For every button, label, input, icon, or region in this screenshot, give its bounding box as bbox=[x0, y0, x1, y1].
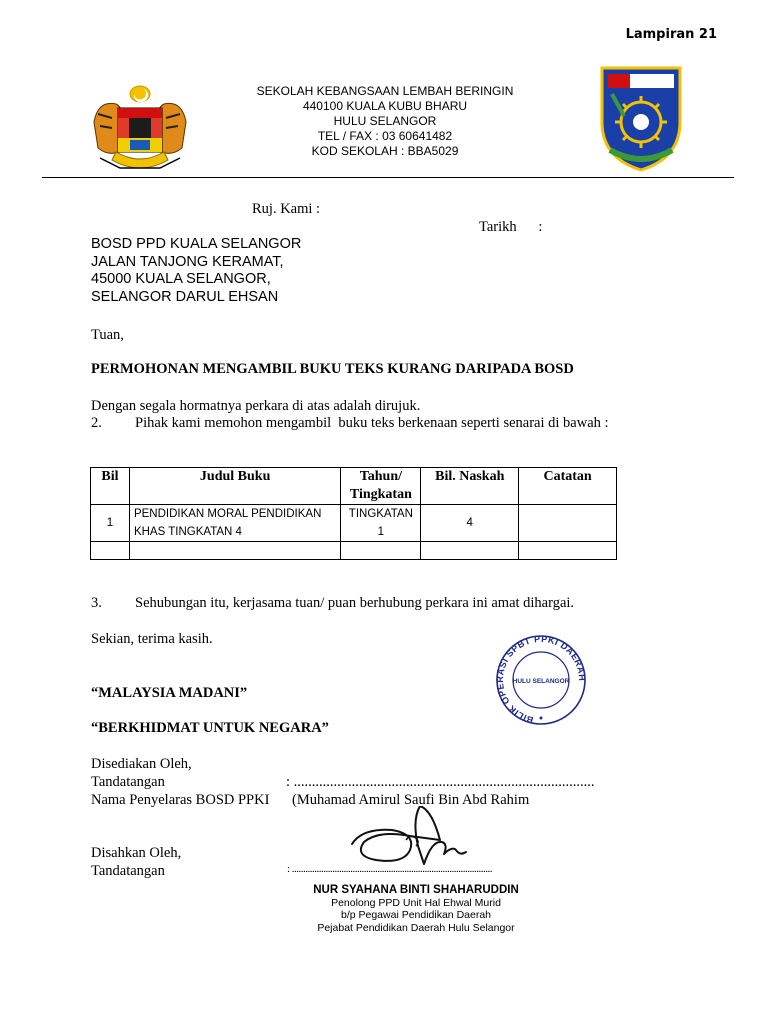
recipient-line: BOSD PPD KUALA SELANGOR bbox=[91, 236, 302, 252]
table-cell: PENDIDIKAN MORAL PENDIDIKAN KHAS TINGKATAN 4 bbox=[129, 505, 340, 542]
approved-signature-line: : ......................................................................................... bbox=[287, 863, 493, 875]
school-crest-logo bbox=[598, 64, 684, 172]
coordinator-name-value: (Muhamad Amirul Saufi Bin Abd Rahim bbox=[292, 792, 530, 808]
recipient-line: 45000 KUALA SELANGOR, bbox=[91, 271, 271, 287]
school-code: KOD SEKOLAH : BBA5029 bbox=[311, 144, 459, 158]
signatory-name: NUR SYAHANA BINTI SHAHARUDDIN bbox=[313, 884, 519, 896]
column-header: Bil bbox=[91, 468, 130, 505]
coordinator-name-label: Nama Penyelaras BOSD PPKI bbox=[91, 792, 270, 808]
paragraph-3-text: Sehubungan itu, kerjasama tuan/ puan berhubung perkara ini amat dihargai. bbox=[135, 595, 575, 611]
table-cell bbox=[341, 542, 421, 560]
date-label: Tarikh : bbox=[479, 219, 543, 235]
table-cell bbox=[519, 505, 617, 542]
school-postcode: 440100 KUALA KUBU BHARU bbox=[302, 99, 468, 113]
school-district: HULU SELANGOR bbox=[333, 114, 437, 128]
approved-signature-label: Tandatangan bbox=[91, 863, 165, 879]
closing-line: Sekian, terima kasih. bbox=[91, 631, 213, 647]
stamp-center-text: HULU SELANGOR bbox=[512, 678, 570, 685]
paragraph-2-text: Pihak kami memohon mengambil buku teks berkenaan seperti senarai di bawah : bbox=[135, 415, 609, 431]
recipient-line: JALAN TANJONG KERAMAT, bbox=[91, 253, 284, 270]
table-header-row bbox=[91, 468, 617, 505]
table-row bbox=[91, 542, 617, 560]
table-cell: 1 bbox=[91, 505, 130, 542]
header-divider bbox=[42, 177, 734, 178]
prepared-signature-line: : ................................................................................... bbox=[286, 774, 595, 790]
salutation: Tuan, bbox=[91, 327, 124, 343]
signatory-behalf: b/p Pegawai Pendidikan Daerah bbox=[340, 909, 492, 921]
school-phone: TEL / FAX : 03 60641482 bbox=[317, 129, 453, 143]
table-cell: TINGKATAN 1 bbox=[341, 505, 421, 542]
signatory-title: Penolong PPD Unit Hal Ehwal Murid bbox=[331, 896, 501, 909]
table-cell bbox=[519, 542, 617, 560]
reference-label: Ruj. Kami : bbox=[252, 201, 321, 217]
paragraph-1: Dengan segala hormatnya perkara di atas adalah dirujuk. bbox=[91, 398, 421, 414]
stamp-ring-text: BILIK OPERASI SPBT PPKI DAERAH bbox=[494, 633, 588, 726]
paragraph-2-number: 2. bbox=[91, 415, 102, 431]
table-cell: 4 bbox=[421, 505, 519, 542]
column-header: Catatan bbox=[519, 468, 617, 505]
recipient-line: SELANGOR DARUL EHSAN bbox=[91, 288, 279, 305]
letter-subject: PERMOHONAN MENGAMBIL BUKU TEKS KURANG DARIPADA BOSD bbox=[91, 361, 574, 377]
column-header: Judul Buku bbox=[129, 468, 340, 505]
recipient-address bbox=[91, 236, 301, 306]
column-header: Bil. Naskah bbox=[421, 468, 519, 505]
paragraph-3-number: 3. bbox=[91, 595, 102, 611]
prepared-by-heading: Disediakan Oleh, bbox=[91, 756, 192, 772]
office-stamp bbox=[494, 632, 588, 728]
approved-by-heading: Disahkan Oleh, bbox=[91, 845, 182, 861]
slogan-berkhidmat: “BERKHIDMAT UNTUK NEGARA” bbox=[91, 720, 329, 736]
school-header bbox=[225, 84, 545, 159]
slogan-malaysia-madani: “MALAYSIA MADANI” bbox=[91, 685, 248, 701]
table-cell bbox=[421, 542, 519, 560]
table-cell bbox=[91, 542, 130, 560]
signatory-block bbox=[296, 884, 536, 934]
table-row bbox=[91, 505, 617, 542]
signatory-office: Pejabat Pendidikan Daerah Hulu Selangor bbox=[317, 921, 515, 934]
prepared-signature-label: Tandatangan bbox=[91, 774, 165, 790]
malaysia-coat-of-arms-logo bbox=[80, 82, 200, 178]
school-name: SEKOLAH KEBANGSAAN LEMBAH BERINGIN bbox=[256, 84, 514, 98]
attachment-label: Lampiran 21 bbox=[625, 27, 717, 42]
book-table bbox=[90, 467, 617, 560]
column-header: Tahun/ Tingkatan bbox=[341, 468, 421, 505]
table-cell bbox=[129, 542, 340, 560]
